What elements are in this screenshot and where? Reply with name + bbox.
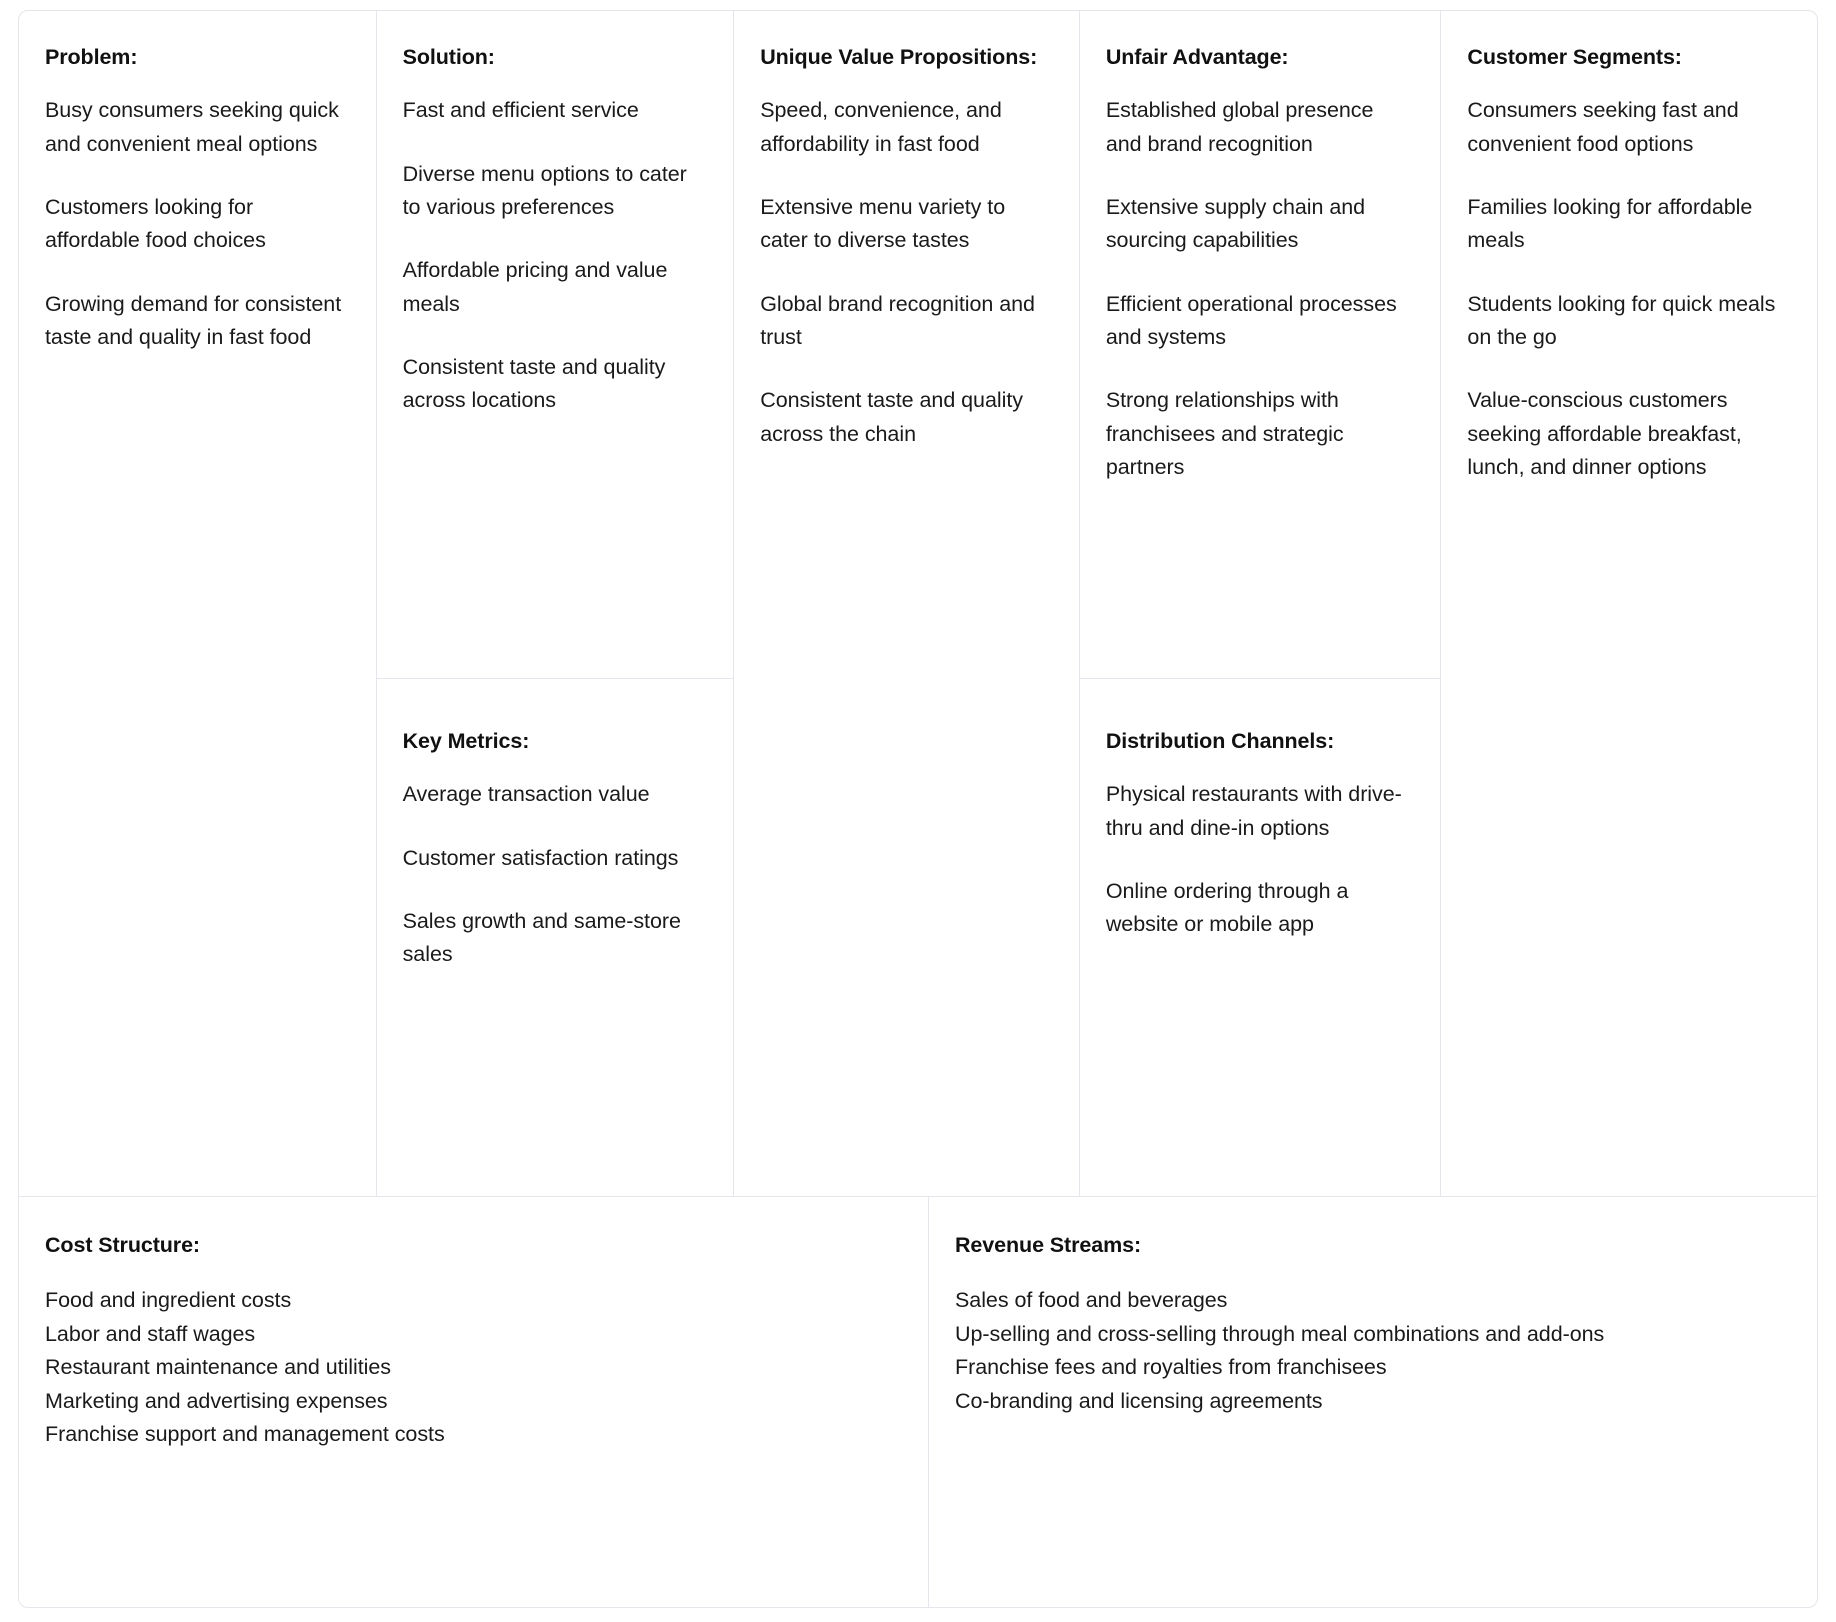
canvas-column-problem bbox=[19, 11, 377, 1196]
customer-segments-entry: Students looking for quick meals on the go bbox=[1467, 291, 1776, 349]
canvas-cell-unfair-advantage[interactable] bbox=[1080, 11, 1441, 679]
canvas-bottom-row bbox=[19, 1196, 1817, 1607]
problem-title: Problem: bbox=[45, 45, 138, 69]
revenue-streams-line: Sales of food and beverages bbox=[955, 1288, 1228, 1313]
solution-entry: Affordable pricing and value meals bbox=[402, 258, 668, 316]
canvas-cell-unique-value-propositions[interactable] bbox=[734, 11, 1079, 1196]
distribution-channels-entry: Online ordering through a website or mobile app bbox=[1105, 878, 1349, 937]
canvas-cell-problem[interactable] bbox=[19, 11, 376, 1196]
unique-value-propositions-title: Unique Value Propositions: bbox=[760, 45, 1038, 69]
unfair-advantage-entry: Efficient operational processes and systems bbox=[1105, 291, 1397, 349]
canvas-cell-key-metrics[interactable] bbox=[377, 679, 734, 1195]
customer-segments-title: Customer Segments: bbox=[1467, 45, 1682, 69]
canvas-column-customer-segments bbox=[1441, 11, 1817, 1196]
canvas-cell-solution[interactable] bbox=[377, 11, 734, 679]
problem-entry: Customers looking for affordable food choices bbox=[45, 194, 266, 253]
key-metrics-entry: Average transaction value bbox=[402, 782, 650, 807]
canvas-column-solution bbox=[377, 11, 735, 1196]
cost-structure-line: Marketing and advertising expenses bbox=[45, 1388, 388, 1413]
key-metrics-entry: Customer satisfaction ratings bbox=[402, 845, 679, 870]
unfair-advantage-entry: Strong relationships with franchisees and strategic partners bbox=[1105, 388, 1344, 479]
canvas-top-row bbox=[19, 11, 1817, 1196]
unique-value-propositions-entry: Extensive menu variety to cater to diverse tastes bbox=[760, 194, 1006, 253]
customer-segments-entry: Value-conscious customers seeking affordable breakfast, lunch, and dinner options bbox=[1467, 388, 1742, 479]
revenue-streams-line: Co-branding and licensing agreements bbox=[955, 1388, 1323, 1413]
cost-structure-line: Labor and staff wages bbox=[45, 1321, 256, 1346]
cost-structure-line: Food and ingredient costs bbox=[45, 1288, 292, 1313]
revenue-streams-line: Franchise fees and royalties from franchisees bbox=[955, 1355, 1387, 1380]
distribution-channels-title: Distribution Channels: bbox=[1105, 729, 1335, 753]
problem-entry: Busy consumers seeking quick and convenient meal options bbox=[45, 98, 339, 156]
problem-entry: Growing demand for consistent taste and quality in fast food bbox=[45, 291, 342, 349]
solution-title: Solution: bbox=[402, 45, 495, 69]
canvas-cell-distribution-channels[interactable] bbox=[1080, 679, 1441, 1195]
canvas-cell-revenue-streams[interactable] bbox=[929, 1197, 1817, 1607]
customer-segments-entry: Families looking for affordable meals bbox=[1467, 194, 1753, 253]
distribution-channels-entry: Physical restaurants with drive-thru and dine-in options bbox=[1105, 782, 1402, 840]
cost-structure-title: Cost Structure: bbox=[45, 1233, 200, 1257]
solution-entry: Consistent taste and quality across locations bbox=[402, 354, 666, 413]
revenue-streams-title: Revenue Streams: bbox=[955, 1233, 1142, 1257]
solution-entry: Diverse menu options to cater to various preferences bbox=[402, 161, 687, 219]
cost-structure-line: Franchise support and management costs bbox=[45, 1422, 445, 1447]
lean-canvas-frame bbox=[18, 10, 1818, 1608]
canvas-cell-customer-segments[interactable] bbox=[1441, 11, 1817, 1196]
cost-structure-line: Restaurant maintenance and utilities bbox=[45, 1355, 391, 1380]
customer-segments-entry: Consumers seeking fast and convenient food options bbox=[1467, 98, 1739, 156]
solution-entry: Fast and efficient service bbox=[402, 98, 639, 123]
canvas-column-unfair-advantage bbox=[1080, 11, 1442, 1196]
unique-value-propositions-entry: Speed, convenience, and affordability in fast food bbox=[760, 98, 1002, 156]
unique-value-propositions-entry: Consistent taste and quality across the chain bbox=[760, 388, 1023, 446]
key-metrics-entry: Sales growth and same-store sales bbox=[402, 908, 681, 967]
canvas-cell-cost-structure[interactable] bbox=[19, 1197, 929, 1607]
revenue-streams-line: Up-selling and cross-selling through meal combinations and add-ons bbox=[955, 1321, 1605, 1346]
unfair-advantage-entry: Extensive supply chain and sourcing capabilities bbox=[1105, 194, 1366, 253]
key-metrics-title: Key Metrics: bbox=[402, 729, 530, 753]
unfair-advantage-entry: Established global presence and brand recognition bbox=[1105, 98, 1374, 156]
canvas-column-unique-value-propositions bbox=[734, 11, 1080, 1196]
unique-value-propositions-entry: Global brand recognition and trust bbox=[760, 291, 1035, 349]
unfair-advantage-title: Unfair Advantage: bbox=[1105, 45, 1289, 69]
